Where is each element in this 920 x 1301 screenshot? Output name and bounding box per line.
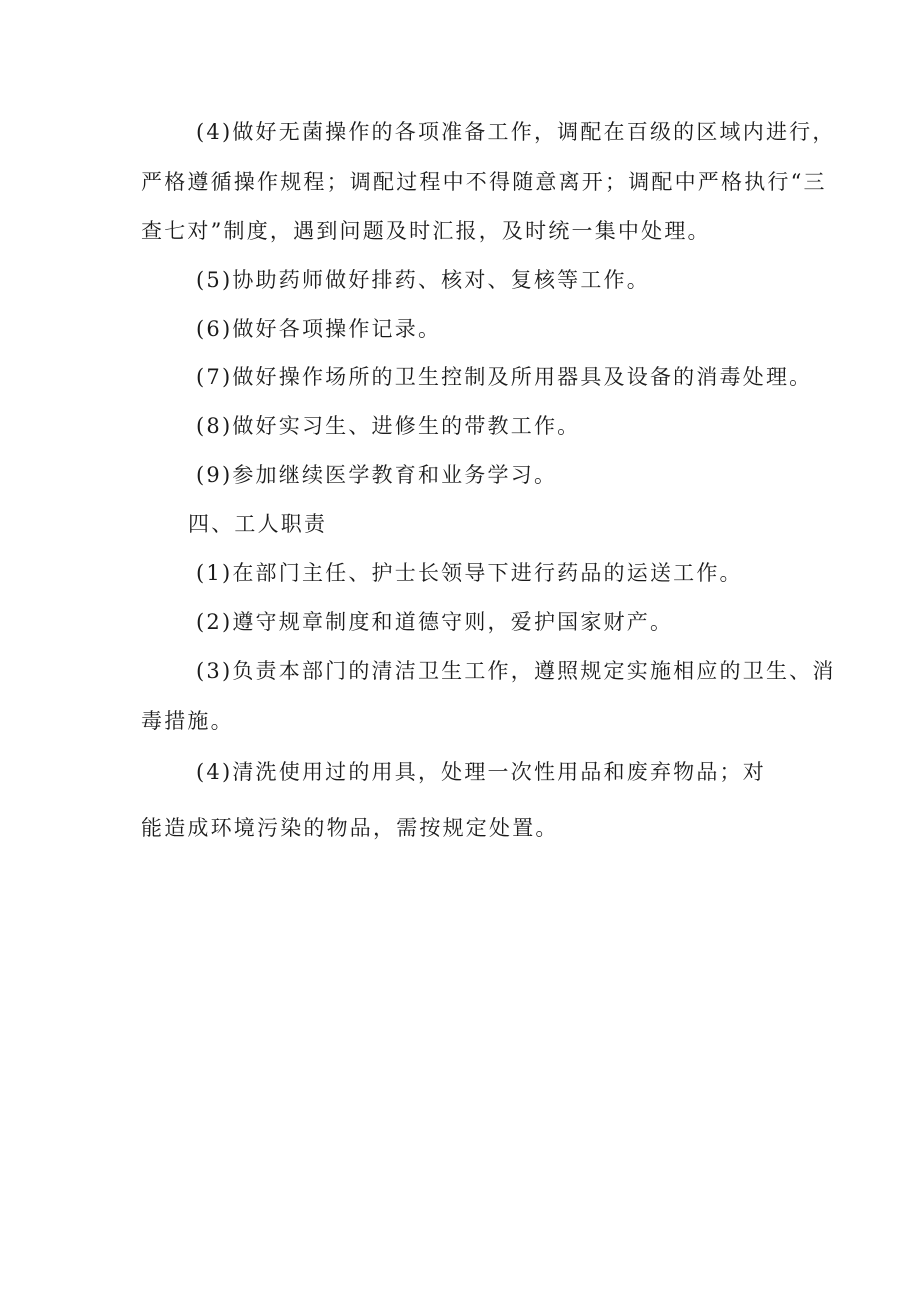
- paragraph-line: (8)做好实习生、进修生的带教工作。: [196, 414, 581, 438]
- paragraph-line: (6)做好各项操作记录。: [196, 317, 442, 341]
- paragraph-line: (4)做好无菌操作的各项准备工作，调配在百级的区域内进行，: [196, 120, 836, 144]
- paragraph-line: (9)参加继续医学教育和业务学习。: [196, 463, 558, 487]
- paragraph-line: (2)遵守规章制度和道德守则，爱护国家财产。: [196, 610, 674, 634]
- paragraph-line: (1)在部门主任、护士长领导下进行药品的运送工作。: [196, 561, 743, 585]
- paragraph-line: 查七对”制度，遇到问题及时汇报，及时统一集中处理。: [141, 219, 711, 243]
- paragraph-line: (7)做好操作场所的卫生控制及所用器具及设备的消毒处理。: [196, 365, 813, 389]
- paragraph-line: 毒措施。: [141, 709, 234, 733]
- paragraph-line: 严格遵循操作规程；调配过程中不得随意离开；调配中严格执行“三: [141, 170, 827, 194]
- paragraph-line: 能造成环境污染的物品，需按规定处置。: [141, 816, 559, 840]
- paragraph-line: (5)协助药师做好排药、核对、复核等工作。: [196, 268, 650, 292]
- section-heading: 四、工人职责: [188, 512, 328, 536]
- paragraph-line: (3)负责本部门的清洁卫生工作，遵照规定实施相应的卫生、消: [196, 659, 836, 683]
- paragraph-line: (4)清洗使用过的用具，处理一次性用品和废弃物品；对: [196, 760, 766, 784]
